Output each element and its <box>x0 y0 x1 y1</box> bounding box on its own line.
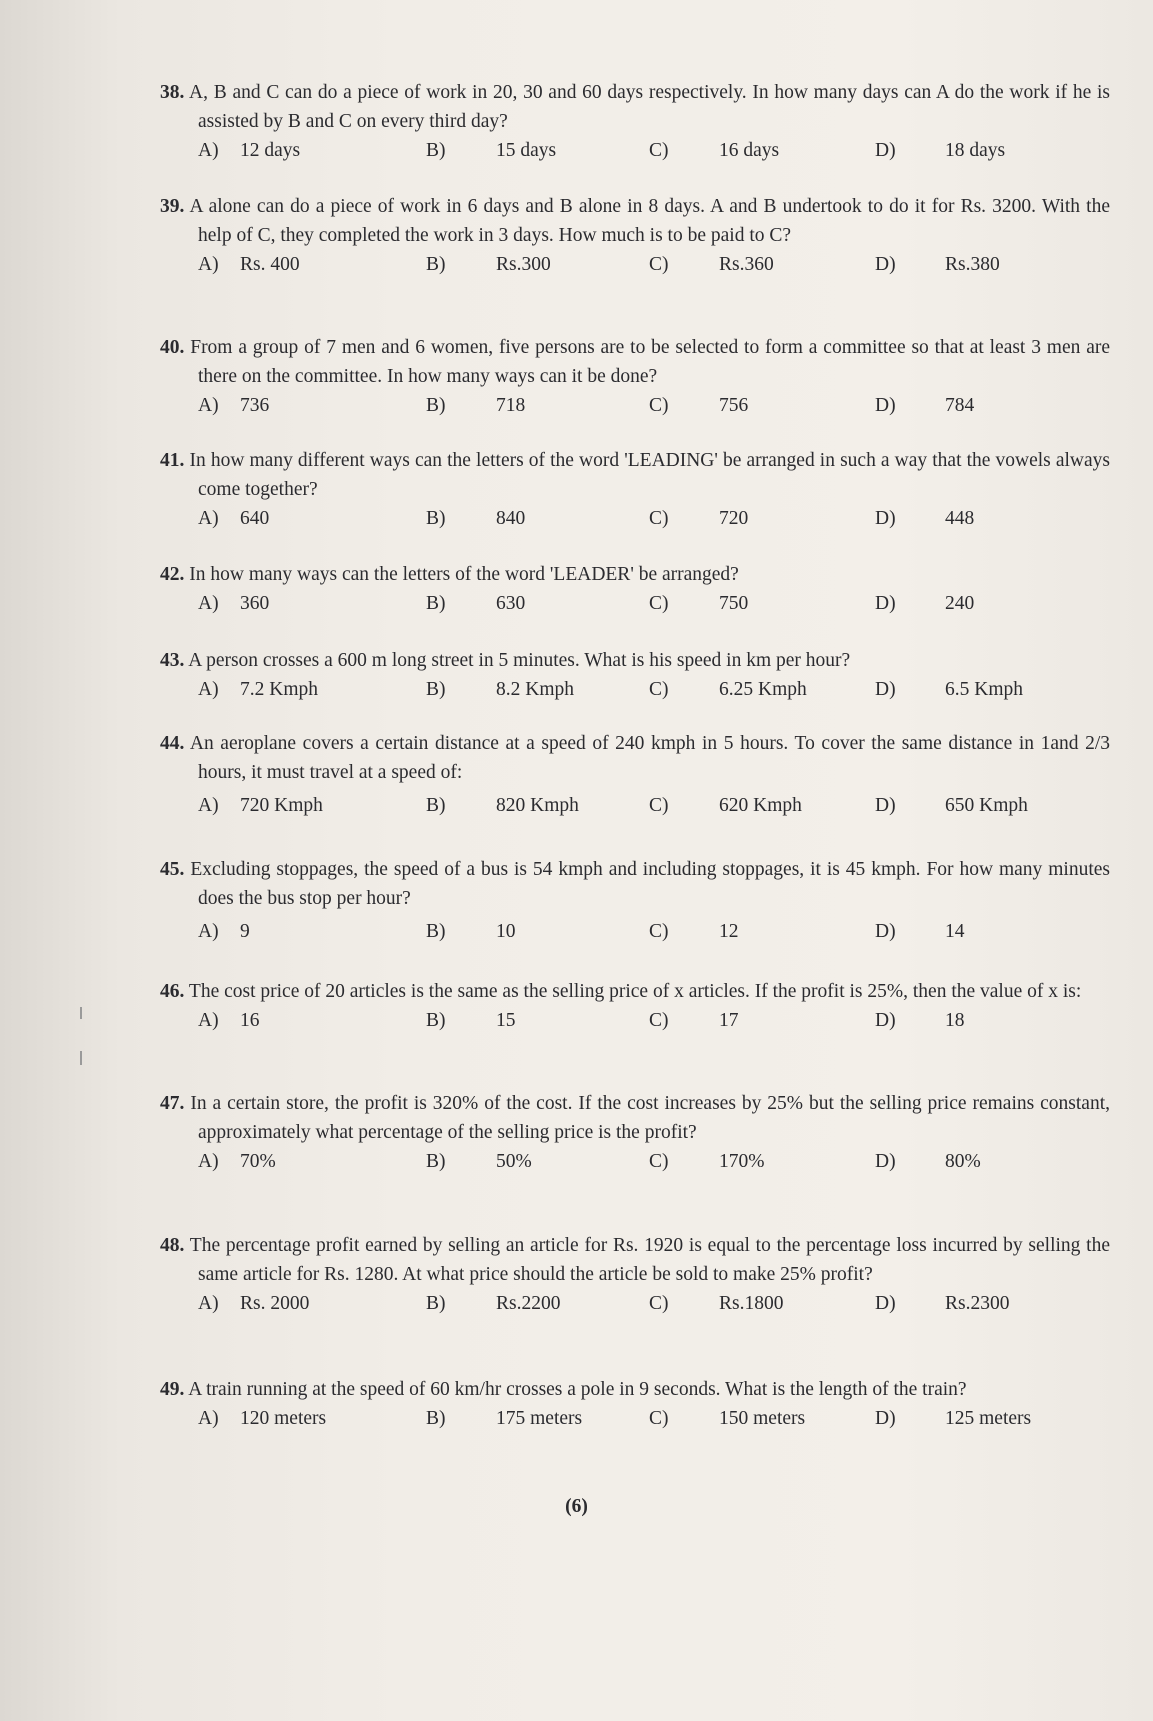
option-value: 12 days <box>240 140 301 161</box>
option-d: D) 80% <box>875 1148 1095 1176</box>
option-b: B) 15 <box>426 1007 649 1035</box>
option-value: 7.2 Kmph <box>240 679 318 700</box>
options <box>160 676 1110 704</box>
option-c: C) 150 meters <box>649 1405 875 1433</box>
question-number: 38. <box>160 82 185 103</box>
question-40 <box>160 333 1110 420</box>
question-41 <box>160 446 1110 533</box>
option-value: 750 <box>719 593 749 614</box>
options <box>160 792 1110 820</box>
option-value: 240 <box>945 593 975 614</box>
option-value: 650 Kmph <box>945 795 1028 816</box>
question-number: 45. <box>160 859 185 880</box>
question-number: 41. <box>160 450 185 471</box>
option-c: C) 17 <box>649 1007 875 1035</box>
option-value: 18 days <box>945 140 1006 161</box>
option-value: 630 <box>496 593 526 614</box>
option-value: Rs.2200 <box>496 1293 561 1314</box>
question-text: The percentage profit earned by selling an article for Rs. 1920 is equal to the percentage loss incurred by selling the same article for Rs. 1280. At what price should the article be sold to make 25% profit? <box>189 1235 1110 1285</box>
option-b: B) 630 <box>426 590 649 618</box>
question-text: An aeroplane covers a certain distance at a speed of 240 kmph in 5 hours. To cover the same distance in 1and 2/3 hours, it must travel at a speed of: <box>189 733 1110 783</box>
option-value: 718 <box>496 395 526 416</box>
question-text: A person crosses a 600 m long street in 5 minutes. What is his speed in km per hour? <box>188 650 851 671</box>
option-b: B) 840 <box>426 505 649 533</box>
question-number: 48. <box>160 1235 185 1256</box>
question-47 <box>160 1089 1110 1176</box>
option-value: 8.2 Kmph <box>496 679 574 700</box>
options <box>160 392 1110 420</box>
option-value: 620 Kmph <box>719 795 802 816</box>
option-d: D) 240 <box>875 590 1095 618</box>
option-b: B) 718 <box>426 392 649 420</box>
option-value: 720 Kmph <box>240 795 323 816</box>
question-42 <box>160 560 1110 618</box>
option-a: A) 720 Kmph <box>160 792 426 820</box>
option-value: 120 meters <box>240 1408 327 1429</box>
option-value: Rs. 2000 <box>240 1293 310 1314</box>
option-a: A) Rs. 2000 <box>160 1290 426 1318</box>
option-c: C) Rs.360 <box>649 251 875 279</box>
option-a: A) 12 days <box>160 137 426 165</box>
option-c: C) 620 Kmph <box>649 792 875 820</box>
option-b: B) 50% <box>426 1148 649 1176</box>
option-c: C) 720 <box>649 505 875 533</box>
question-text: A, B and C can do a piece of work in 20, 30 and 60 days respectively. In how many days can A do the work if he is assisted by B and C on every third day? <box>189 82 1110 132</box>
margin-mark <box>80 1051 82 1065</box>
question-43 <box>160 646 1110 704</box>
option-value: Rs.360 <box>719 254 774 275</box>
option-value: 175 meters <box>496 1408 583 1429</box>
question-44 <box>160 729 1110 820</box>
option-a: A) 16 <box>160 1007 426 1035</box>
option-value: 10 <box>496 921 516 942</box>
option-d: D) 650 Kmph <box>875 792 1095 820</box>
option-value: Rs.1800 <box>719 1293 784 1314</box>
question-45 <box>160 855 1110 946</box>
option-value: 736 <box>240 395 270 416</box>
option-c: C) 756 <box>649 392 875 420</box>
question-39 <box>160 192 1110 279</box>
option-d: D) 448 <box>875 505 1095 533</box>
question-49 <box>160 1375 1110 1433</box>
option-value: 14 <box>945 921 965 942</box>
options <box>160 1148 1110 1176</box>
options <box>160 918 1110 946</box>
option-a: A) 70% <box>160 1148 426 1176</box>
question-46 <box>160 977 1110 1035</box>
question-number: 46. <box>160 981 185 1002</box>
margin-mark <box>80 1007 82 1019</box>
options <box>160 505 1110 533</box>
option-b: B) 175 meters <box>426 1405 649 1433</box>
option-value: 9 <box>240 921 250 942</box>
option-d: D) 18 <box>875 1007 1095 1035</box>
option-c: C) 16 days <box>649 137 875 165</box>
question-number: 47. <box>160 1093 185 1114</box>
option-value: 18 <box>945 1010 965 1031</box>
options <box>160 1290 1110 1318</box>
options <box>160 1405 1110 1433</box>
option-d: D) Rs.2300 <box>875 1290 1095 1318</box>
question-number: 42. <box>160 564 185 585</box>
option-d: D) 18 days <box>875 137 1095 165</box>
option-value: 170% <box>719 1151 765 1172</box>
option-value: 12 <box>719 921 739 942</box>
option-d: D) 14 <box>875 918 1095 946</box>
question-text: In a certain store, the profit is 320% of the cost. If the cost increases by 25% but the selling price remains constant, approximately what percentage of the selling price is the profit? <box>190 1093 1110 1143</box>
question-text: In how many different ways can the letters of the word 'LEADING' be arranged in such a way that the vowels always come together? <box>189 450 1111 500</box>
option-d: D) Rs.380 <box>875 251 1095 279</box>
question-number: 49. <box>160 1379 185 1400</box>
question-number: 44. <box>160 733 185 754</box>
option-value: Rs.2300 <box>945 1293 1010 1314</box>
question-text: From a group of 7 men and 6 women, five persons are to be selected to form a committee so that at least 3 men are there on the committee. In how many ways can it be done? <box>190 337 1111 387</box>
option-value: Rs.300 <box>496 254 551 275</box>
option-d: D) 125 meters <box>875 1405 1095 1433</box>
option-value: 15 days <box>496 140 557 161</box>
question-text: In how many ways can the letters of the word 'LEADER' be arranged? <box>189 564 739 585</box>
page-number: (6) <box>565 1496 588 1517</box>
option-value: 70% <box>240 1151 276 1172</box>
option-value: 720 <box>719 508 749 529</box>
question-48 <box>160 1231 1110 1318</box>
option-value: 784 <box>945 395 975 416</box>
options <box>160 137 1110 165</box>
option-a: A) 736 <box>160 392 426 420</box>
option-a: A) 360 <box>160 590 426 618</box>
option-d: D) 784 <box>875 392 1095 420</box>
question-number: 39. <box>160 196 185 217</box>
option-value: 6.5 Kmph <box>945 679 1023 700</box>
option-b: B) 8.2 Kmph <box>426 676 649 704</box>
options <box>160 590 1110 618</box>
option-value: 16 <box>240 1010 260 1031</box>
question-text: The cost price of 20 articles is the same as the selling price of x articles. If the profit is 25%, then the value of x is: <box>188 981 1082 1002</box>
question-text: A train running at the speed of 60 km/hr crosses a pole in 9 seconds. What is the length of the train? <box>188 1379 967 1400</box>
option-value: 448 <box>945 508 975 529</box>
option-b: B) Rs.300 <box>426 251 649 279</box>
option-a: A) 9 <box>160 918 426 946</box>
option-c: C) 170% <box>649 1148 875 1176</box>
question-text: A alone can do a piece of work in 6 days and B alone in 8 days. A and B undertook to do it for Rs. 3200. With the help of C, they completed the work in 3 days. How much is to be paid to C? <box>189 196 1110 246</box>
option-value: 150 meters <box>719 1408 806 1429</box>
option-value: Rs.380 <box>945 254 1000 275</box>
option-a: A) 640 <box>160 505 426 533</box>
option-value: 360 <box>240 593 270 614</box>
question-number: 43. <box>160 650 185 671</box>
option-b: B) Rs.2200 <box>426 1290 649 1318</box>
option-c: C) 6.25 Kmph <box>649 676 875 704</box>
option-c: C) 12 <box>649 918 875 946</box>
option-a: A) 120 meters <box>160 1405 426 1433</box>
option-value: 820 Kmph <box>496 795 579 816</box>
option-value: 16 days <box>719 140 780 161</box>
option-value: 50% <box>496 1151 532 1172</box>
option-value: 80% <box>945 1151 981 1172</box>
option-c: C) 750 <box>649 590 875 618</box>
question-number: 40. <box>160 337 185 358</box>
option-value: Rs. 400 <box>240 254 300 275</box>
option-b: B) 10 <box>426 918 649 946</box>
option-d: D) 6.5 Kmph <box>875 676 1095 704</box>
option-value: 6.25 Kmph <box>719 679 807 700</box>
option-b: B) 15 days <box>426 137 649 165</box>
option-value: 17 <box>719 1010 739 1031</box>
option-b: B) 820 Kmph <box>426 792 649 820</box>
option-value: 125 meters <box>945 1408 1032 1429</box>
option-value: 640 <box>240 508 270 529</box>
option-a: A) 7.2 Kmph <box>160 676 426 704</box>
option-value: 840 <box>496 508 526 529</box>
option-value: 15 <box>496 1010 516 1031</box>
option-value: 756 <box>719 395 749 416</box>
options <box>160 1007 1110 1035</box>
options <box>160 251 1110 279</box>
question-38 <box>160 78 1110 165</box>
option-a: A) Rs. 400 <box>160 251 426 279</box>
option-c: C) Rs.1800 <box>649 1290 875 1318</box>
question-text: Excluding stoppages, the speed of a bus is 54 kmph and including stoppages, it is 45 kmph. For how many minutes does the bus stop per hour? <box>190 859 1110 909</box>
